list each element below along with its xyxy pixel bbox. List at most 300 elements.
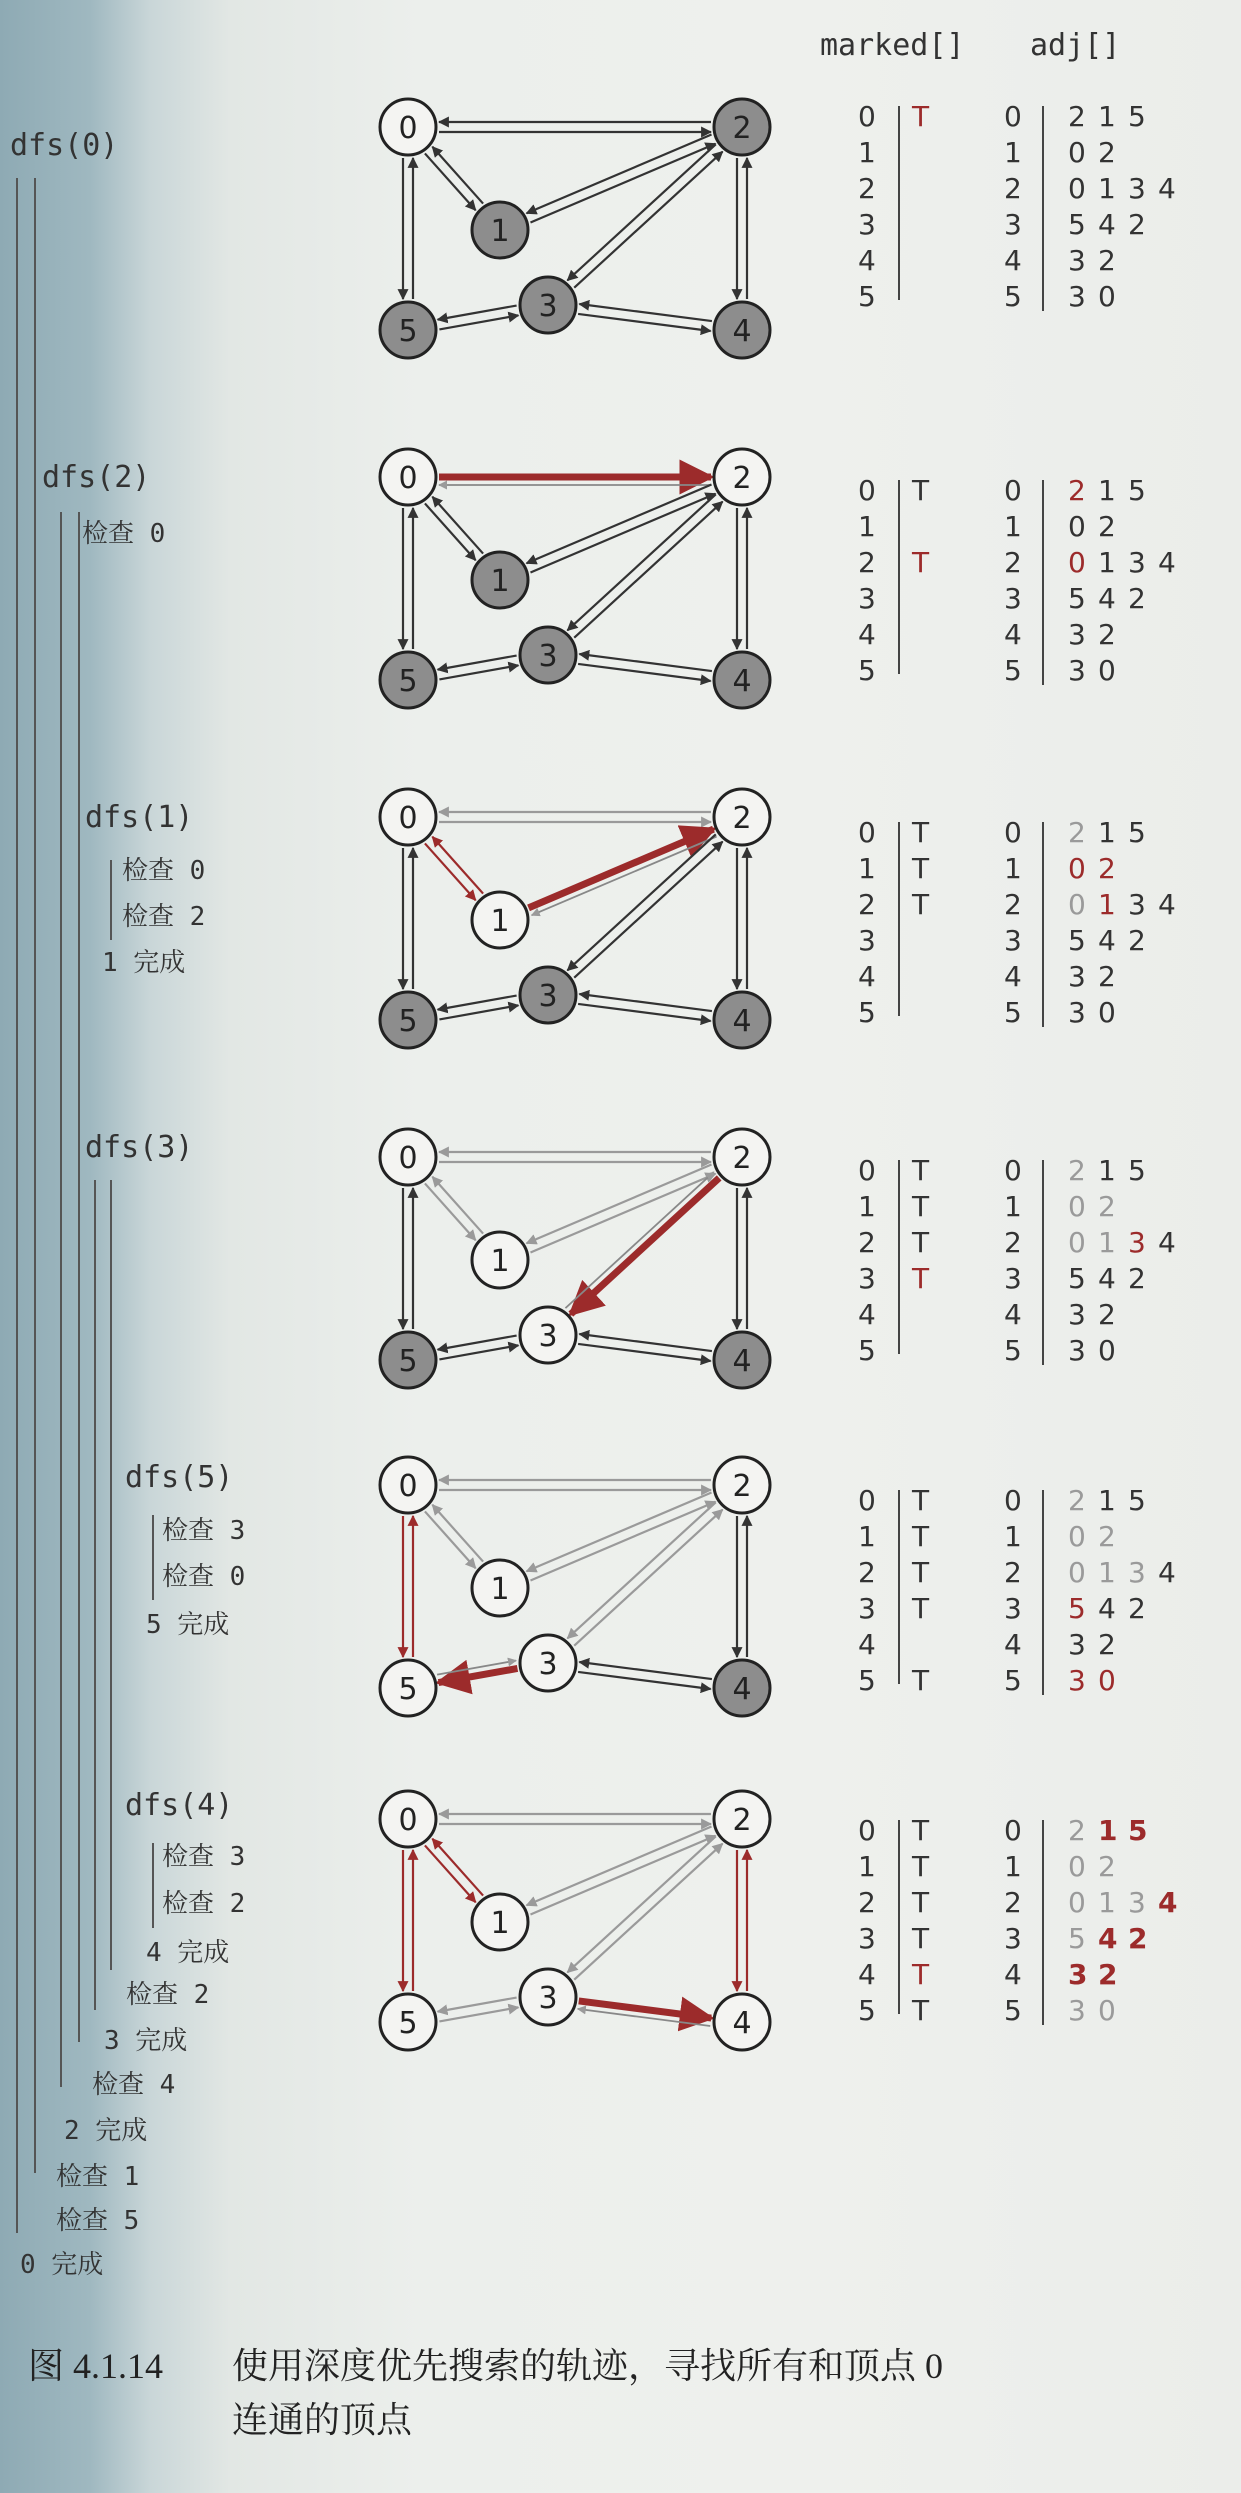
marked-index: 0 <box>858 816 876 849</box>
adj-index: 2 <box>1004 888 1022 921</box>
marked-value: T <box>912 1850 930 1883</box>
marked-index: 5 <box>858 1664 876 1697</box>
vertex-label: 3 <box>538 1981 558 2016</box>
adj-value: 5 <box>1128 1484 1146 1517</box>
marked-value: T <box>912 100 930 133</box>
adj-index: 1 <box>1004 1850 1022 1883</box>
adj-index: 1 <box>1004 510 1022 543</box>
adj-value: 1 <box>1098 172 1116 205</box>
marked-index: 4 <box>858 1298 876 1331</box>
adj-value: 4 <box>1158 172 1176 205</box>
adj-index: 3 <box>1004 1922 1022 1955</box>
vertex-label: 3 <box>538 289 558 324</box>
adj-value: 1 <box>1098 816 1116 849</box>
marked-index: 3 <box>858 1262 876 1295</box>
adj-value: 0 <box>1098 654 1116 687</box>
adj-index: 3 <box>1004 1262 1022 1295</box>
adj-value: 3 <box>1068 996 1086 1029</box>
adj-value: 4 <box>1158 1886 1178 1919</box>
marked-bar <box>898 106 900 300</box>
vertex-label: 2 <box>732 461 752 496</box>
edge-0-1 <box>425 1183 476 1240</box>
adj-value: 0 <box>1098 1334 1116 1367</box>
graph-panel-4 <box>380 1457 770 1716</box>
vertex-label: 0 <box>398 111 418 146</box>
trace-entry: 1 完成 <box>102 948 186 978</box>
marked-value: T <box>912 1886 930 1919</box>
trace-entry: dfs(3) <box>85 1130 194 1165</box>
adj-value: 2 <box>1098 960 1116 993</box>
edge-1-2 <box>529 829 714 908</box>
edge-0-1-back <box>432 837 483 894</box>
marked-index: 3 <box>858 1922 876 1955</box>
adj-value: 0 <box>1098 1994 1116 2027</box>
adj-value: 5 <box>1068 1922 1086 1955</box>
vertex-label: 0 <box>398 801 418 836</box>
adj-value: 2 <box>1068 1814 1086 1847</box>
adj-bar <box>1042 822 1044 1027</box>
vertex-label: 1 <box>490 214 510 249</box>
marked-value: T <box>912 1484 930 1517</box>
adj-value: 3 <box>1068 1664 1086 1697</box>
adj-value: 5 <box>1128 474 1146 507</box>
adj-value: 2 <box>1128 924 1146 957</box>
adj-value: 0 <box>1068 1226 1086 1259</box>
vertex-label: 2 <box>732 1141 752 1176</box>
adj-index: 5 <box>1004 280 1022 313</box>
marked-value: T <box>912 1814 930 1847</box>
adj-value: 1 <box>1098 1484 1116 1517</box>
adj-value: 2 <box>1068 1154 1086 1187</box>
adj-value: 2 <box>1098 1298 1116 1331</box>
adj-value: 2 <box>1098 1958 1118 1991</box>
vertex-label: 4 <box>732 1672 752 1707</box>
adj-index: 3 <box>1004 582 1022 615</box>
vertex-label: 4 <box>732 1004 752 1039</box>
adj-value: 5 <box>1128 100 1146 133</box>
adj-value: 4 <box>1098 1922 1118 1955</box>
adj-index: 4 <box>1004 618 1022 651</box>
trace-entry: dfs(4) <box>125 1788 234 1823</box>
marked-index: 2 <box>858 1226 876 1259</box>
adj-index: 0 <box>1004 816 1022 849</box>
vertex-label: 2 <box>732 1469 752 1504</box>
marked-index: 1 <box>858 852 876 885</box>
marked-index: 4 <box>858 618 876 651</box>
adj-index: 4 <box>1004 1958 1022 1991</box>
adj-index: 0 <box>1004 474 1022 507</box>
adj-value: 2 <box>1128 1592 1146 1625</box>
marked-value: T <box>912 1520 930 1553</box>
trace-entry: 检查 4 <box>92 2070 176 2100</box>
adj-value: 2 <box>1068 816 1086 849</box>
adj-index: 4 <box>1004 960 1022 993</box>
adj-value: 2 <box>1098 852 1116 885</box>
trace-entry: dfs(0) <box>10 128 119 163</box>
adj-value: 1 <box>1098 474 1116 507</box>
trace-entry: 检查 3 <box>162 1516 246 1546</box>
edge-3-4-back <box>579 994 712 1011</box>
adj-index: 1 <box>1004 1520 1022 1553</box>
adj-value: 3 <box>1068 1994 1086 2027</box>
adj-value: 3 <box>1068 654 1086 687</box>
trace-entry: 3 完成 <box>104 2026 188 2056</box>
adj-index: 1 <box>1004 852 1022 885</box>
adj-value: 0 <box>1068 1190 1086 1223</box>
adj-value: 2 <box>1128 1262 1146 1295</box>
marked-bar <box>898 1160 900 1354</box>
adj-index: 1 <box>1004 1190 1022 1223</box>
edge-3-4-back <box>579 654 712 671</box>
adj-value: 3 <box>1068 960 1086 993</box>
edge-1-2-back <box>532 837 717 916</box>
edge-0-1-back <box>432 1177 483 1234</box>
marked-index: 1 <box>858 510 876 543</box>
vertex-label: 0 <box>398 461 418 496</box>
marked-value: T <box>912 1994 930 2027</box>
graph-panel-3 <box>380 1129 770 1388</box>
adj-index: 5 <box>1004 1664 1022 1697</box>
marked-value: T <box>912 1664 930 1697</box>
adj-index: 1 <box>1004 136 1022 169</box>
vertex-label: 3 <box>538 1319 558 1354</box>
marked-index: 5 <box>858 1334 876 1367</box>
marked-index: 5 <box>858 280 876 313</box>
graph-panel-2 <box>380 789 770 1048</box>
adj-index: 3 <box>1004 208 1022 241</box>
adj-value: 2 <box>1128 582 1146 615</box>
adj-value: 2 <box>1098 244 1116 277</box>
adj-value: 1 <box>1098 1154 1116 1187</box>
adj-value: 0 <box>1068 510 1086 543</box>
adj-value: 4 <box>1158 1226 1176 1259</box>
trace-entry: 检查 2 <box>126 1980 210 2010</box>
adj-value: 0 <box>1068 1886 1086 1919</box>
vertex-label: 5 <box>398 314 418 349</box>
marked-header: marked[] <box>820 28 965 63</box>
trace-entry: 检查 0 <box>162 1562 246 1592</box>
adj-value: 3 <box>1128 1556 1146 1589</box>
adj-value: 4 <box>1158 1556 1176 1589</box>
edge-0-1-back <box>432 497 483 554</box>
marked-index: 4 <box>858 1958 876 1991</box>
vertex-label: 5 <box>398 1672 418 1707</box>
trace-entry: 4 完成 <box>146 1938 230 1968</box>
marked-index: 2 <box>858 888 876 921</box>
adj-value: 0 <box>1098 280 1116 313</box>
adj-value: 2 <box>1128 208 1146 241</box>
marked-value: T <box>912 1556 930 1589</box>
adj-index: 5 <box>1004 996 1022 1029</box>
marked-index: 1 <box>858 136 876 169</box>
marked-index: 1 <box>858 1190 876 1223</box>
adj-index: 4 <box>1004 1298 1022 1331</box>
adj-value: 5 <box>1128 1154 1146 1187</box>
vertex-label: 2 <box>732 111 752 146</box>
marked-index: 3 <box>858 208 876 241</box>
edge-2-3 <box>571 1178 719 1314</box>
adj-value: 2 <box>1068 1484 1086 1517</box>
adj-value: 4 <box>1098 924 1116 957</box>
marked-index: 5 <box>858 996 876 1029</box>
marked-index: 0 <box>858 1814 876 1847</box>
adj-value: 3 <box>1128 1226 1146 1259</box>
adj-value: 3 <box>1068 618 1086 651</box>
adj-value: 3 <box>1068 244 1086 277</box>
marked-index: 5 <box>858 1994 876 2027</box>
edge-3-4-back <box>579 1334 712 1351</box>
marked-value: T <box>912 888 930 921</box>
adj-index: 5 <box>1004 1334 1022 1367</box>
marked-index: 3 <box>858 1592 876 1625</box>
adj-value: 2 <box>1098 1850 1116 1883</box>
edge-3-4 <box>578 1672 711 1689</box>
adj-value: 2 <box>1098 1628 1116 1661</box>
marked-value: T <box>912 1592 930 1625</box>
edge-2-3-back <box>565 1172 713 1308</box>
adj-value: 0 <box>1068 1850 1086 1883</box>
vertex-label: 5 <box>398 2006 418 2041</box>
adj-value: 3 <box>1068 280 1086 313</box>
marked-value: T <box>912 816 930 849</box>
edge-0-1 <box>425 1511 476 1568</box>
edge-3-4-back <box>579 304 712 321</box>
marked-value: T <box>912 1262 930 1295</box>
edge-0-1 <box>425 1845 476 1902</box>
adj-value: 2 <box>1098 136 1116 169</box>
adj-value: 2 <box>1128 1922 1148 1955</box>
marked-index: 0 <box>858 1484 876 1517</box>
vertex-label: 2 <box>732 1803 752 1838</box>
trace-entry: 检查 0 <box>82 519 166 549</box>
edge-1-2-back <box>527 1165 712 1244</box>
edge-2-3-back <box>574 842 722 978</box>
marked-index: 0 <box>858 1154 876 1187</box>
adj-value: 1 <box>1098 1814 1118 1847</box>
marked-value: T <box>912 546 930 579</box>
vertex-label: 4 <box>732 1344 752 1379</box>
adj-index: 2 <box>1004 1226 1022 1259</box>
adj-index: 3 <box>1004 1592 1022 1625</box>
adj-value: 4 <box>1098 208 1116 241</box>
edge-0-1 <box>425 503 476 560</box>
trace-entry: 检查 5 <box>56 2206 140 2236</box>
adj-index: 5 <box>1004 1994 1022 2027</box>
adj-value: 4 <box>1098 1262 1116 1295</box>
adj-bar <box>1042 1160 1044 1365</box>
adj-value: 3 <box>1068 1298 1086 1331</box>
edge-3-4 <box>578 314 711 331</box>
trace-entry: 5 完成 <box>146 1610 230 1640</box>
adj-bar <box>1042 1820 1044 2025</box>
figure-label: 图 4.1.14 <box>28 2346 164 2386</box>
adj-value: 1 <box>1098 1226 1116 1259</box>
marked-index: 0 <box>858 474 876 507</box>
marked-bar <box>898 480 900 674</box>
trace-entry: dfs(1) <box>85 800 194 835</box>
adj-value: 1 <box>1098 888 1116 921</box>
adj-value: 1 <box>1098 100 1116 133</box>
marked-index: 2 <box>858 172 876 205</box>
trace-entry: 0 完成 <box>20 2250 104 2280</box>
adj-value: 4 <box>1098 582 1116 615</box>
edge-3-4 <box>579 2001 712 2018</box>
vertex-label: 4 <box>732 664 752 699</box>
vertex-label: 1 <box>490 564 510 599</box>
vertex-label: 5 <box>398 664 418 699</box>
adj-value: 0 <box>1068 888 1086 921</box>
adj-index: 5 <box>1004 654 1022 687</box>
marked-value: T <box>912 1958 930 1991</box>
trace-entry: dfs(2) <box>42 460 151 495</box>
edge-3-4 <box>578 1344 711 1361</box>
adj-value: 5 <box>1068 1592 1086 1625</box>
edge-0-1 <box>425 843 476 900</box>
vertex-label: 0 <box>398 1469 418 1504</box>
marked-value: T <box>912 1226 930 1259</box>
trace-entry: 检查 3 <box>162 1842 246 1872</box>
edge-0-1-back <box>432 1505 483 1562</box>
adj-value: 5 <box>1068 582 1086 615</box>
adj-value: 0 <box>1068 852 1086 885</box>
vertex-label: 2 <box>732 801 752 836</box>
trace-entry: 检查 2 <box>162 1889 246 1919</box>
adj-value: 2 <box>1098 1520 1116 1553</box>
adj-value: 5 <box>1128 816 1146 849</box>
adj-value: 3 <box>1128 172 1146 205</box>
vertex-label: 3 <box>538 979 558 1014</box>
adj-value: 0 <box>1098 996 1116 1029</box>
adj-value: 0 <box>1068 1556 1086 1589</box>
marked-index: 4 <box>858 244 876 277</box>
adj-value: 0 <box>1068 136 1086 169</box>
vertex-label: 4 <box>732 2006 752 2041</box>
adj-index: 4 <box>1004 244 1022 277</box>
vertex-label: 0 <box>398 1141 418 1176</box>
adj-value: 1 <box>1098 546 1116 579</box>
adj-index: 0 <box>1004 1154 1022 1187</box>
adj-header: adj[] <box>1030 28 1121 63</box>
adj-value: 2 <box>1098 618 1116 651</box>
adj-value: 4 <box>1158 888 1176 921</box>
marked-value: T <box>912 1154 930 1187</box>
vertex-label: 1 <box>490 1906 510 1941</box>
marked-index: 1 <box>858 1520 876 1553</box>
adj-value: 0 <box>1068 1520 1086 1553</box>
adj-index: 0 <box>1004 1484 1022 1517</box>
adj-value: 3 <box>1128 888 1146 921</box>
trace-entry: 检查 1 <box>56 2162 140 2192</box>
marked-index: 5 <box>858 654 876 687</box>
adj-value: 3 <box>1128 1886 1146 1919</box>
edge-3-4-back <box>579 1662 712 1679</box>
adj-value: 1 <box>1098 1886 1116 1919</box>
adj-index: 2 <box>1004 546 1022 579</box>
adj-bar <box>1042 106 1044 311</box>
marked-index: 0 <box>858 100 876 133</box>
marked-value: T <box>912 1190 930 1223</box>
edge-0-1 <box>425 153 476 210</box>
marked-index: 4 <box>858 960 876 993</box>
adj-index: 0 <box>1004 100 1022 133</box>
adj-index: 2 <box>1004 1886 1022 1919</box>
adj-value: 2 <box>1098 510 1116 543</box>
marked-index: 3 <box>858 924 876 957</box>
adj-bar <box>1042 480 1044 685</box>
adj-value: 5 <box>1068 924 1086 957</box>
graph-panel-5 <box>380 1791 770 2050</box>
trace-entry: 检查 0 <box>122 856 206 886</box>
marked-index: 3 <box>858 582 876 615</box>
marked-index: 2 <box>858 1556 876 1589</box>
caption-line-1: 使用深度优先搜索的轨迹，寻找所有和顶点 0 <box>232 2346 944 2386</box>
adj-value: 4 <box>1158 546 1176 579</box>
edge-0-1-back <box>432 147 483 204</box>
adj-value: 5 <box>1068 208 1086 241</box>
marked-index: 2 <box>858 546 876 579</box>
adj-value: 3 <box>1128 546 1146 579</box>
adj-index: 4 <box>1004 1628 1022 1661</box>
edge-1-2 <box>530 1174 715 1253</box>
trace-entry: 2 完成 <box>64 2116 148 2146</box>
vertex-label: 3 <box>538 639 558 674</box>
vertex-label: 4 <box>732 314 752 349</box>
adj-value: 3 <box>1068 1334 1086 1367</box>
marked-value: T <box>912 852 930 885</box>
vertex-label: 1 <box>490 904 510 939</box>
edge-2-3 <box>567 834 715 970</box>
vertex-label: 1 <box>490 1572 510 1607</box>
trace-entry: dfs(5) <box>125 1460 234 1495</box>
adj-value: 1 <box>1098 1556 1116 1589</box>
vertex-label: 3 <box>538 1647 558 1682</box>
marked-value: T <box>912 1922 930 1955</box>
edge-0-1-back <box>432 1839 483 1896</box>
adj-value: 0 <box>1068 546 1086 579</box>
adj-value: 2 <box>1068 474 1086 507</box>
adj-value: 2 <box>1098 1190 1116 1223</box>
adj-value: 3 <box>1068 1628 1086 1661</box>
adj-index: 3 <box>1004 924 1022 957</box>
adj-bar <box>1042 1490 1044 1695</box>
marked-bar <box>898 822 900 1016</box>
adj-value: 3 <box>1068 1958 1088 1991</box>
edge-3-4 <box>578 664 711 681</box>
graph-panel-1 <box>380 449 770 708</box>
adj-value: 0 <box>1068 172 1086 205</box>
graph-panel-0 <box>380 99 770 358</box>
vertex-label: 0 <box>398 1803 418 1838</box>
marked-index: 4 <box>858 1628 876 1661</box>
adj-value: 0 <box>1098 1664 1116 1697</box>
edge-3-5 <box>439 1668 518 1682</box>
adj-value: 5 <box>1068 1262 1086 1295</box>
marked-bar <box>898 1490 900 1684</box>
marked-bar <box>898 1820 900 2014</box>
adj-value: 5 <box>1128 1814 1148 1847</box>
adj-value: 4 <box>1098 1592 1116 1625</box>
edge-3-4 <box>578 1004 711 1021</box>
adj-index: 2 <box>1004 172 1022 205</box>
adj-index: 0 <box>1004 1814 1022 1847</box>
vertex-label: 5 <box>398 1004 418 1039</box>
marked-value: T <box>912 474 930 507</box>
marked-index: 1 <box>858 1850 876 1883</box>
trace-entry: 检查 2 <box>122 902 206 932</box>
vertex-label: 1 <box>490 1244 510 1279</box>
adj-index: 2 <box>1004 1556 1022 1589</box>
vertex-label: 5 <box>398 1344 418 1379</box>
